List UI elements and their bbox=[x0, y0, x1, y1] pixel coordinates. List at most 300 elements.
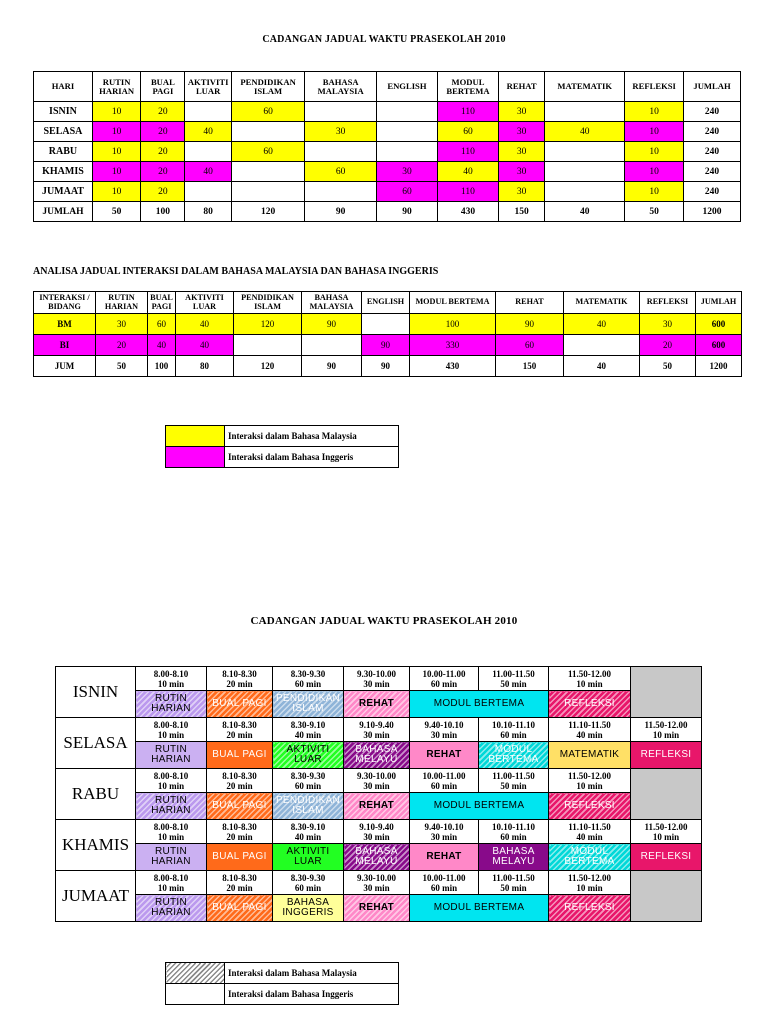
minutes-cell: 10 bbox=[625, 122, 684, 142]
sum-cell: 120 bbox=[234, 356, 302, 377]
time-cell bbox=[479, 871, 549, 895]
sum-cell: 1200 bbox=[684, 202, 741, 222]
legend-swatch bbox=[166, 963, 225, 984]
duration: 10 min bbox=[157, 780, 185, 791]
sum-cell: 50 bbox=[96, 356, 148, 377]
minutes-cell: 60 bbox=[496, 335, 564, 356]
duration: 30 min bbox=[363, 678, 390, 689]
time-cell bbox=[631, 718, 702, 742]
subject-cell: MATEMATIK bbox=[549, 742, 631, 769]
minutes-cell: 10 bbox=[92, 122, 140, 142]
duration: 40 min bbox=[294, 831, 322, 842]
minutes-cell: 10 bbox=[625, 182, 684, 202]
time-cell bbox=[344, 820, 410, 844]
time-cell bbox=[344, 667, 410, 691]
time-range: 8.30-9.10 bbox=[290, 821, 326, 832]
duration: 30 min bbox=[430, 729, 458, 740]
minutes-cell: 600 bbox=[696, 335, 742, 356]
minutes-cell: 10 bbox=[92, 102, 140, 122]
minutes-cell: 30 bbox=[498, 162, 544, 182]
time-cell bbox=[207, 769, 273, 793]
time-range: 8.00-8.10 bbox=[153, 821, 189, 832]
minutes-cell bbox=[545, 102, 625, 122]
minutes-cell: 60 bbox=[376, 182, 437, 202]
day-name: KHAMIS bbox=[56, 820, 136, 871]
subject-cell: MODUL BERTEMA bbox=[410, 793, 549, 820]
table-row bbox=[34, 182, 741, 202]
time-range: 11.10-11.50 bbox=[568, 719, 611, 730]
color-legend bbox=[165, 425, 399, 468]
subject-cell: MODUL BERTEMA bbox=[479, 742, 549, 769]
minutes-cell: 60 bbox=[148, 314, 176, 335]
duration: 60 min bbox=[294, 882, 322, 893]
column-header: BAHASA MALAYSIA bbox=[302, 292, 362, 314]
day-name: ISNIN bbox=[56, 667, 136, 718]
subject-row bbox=[56, 742, 702, 769]
duration: 60 min bbox=[430, 882, 458, 893]
sum-cell: 50 bbox=[92, 202, 140, 222]
time-cell bbox=[136, 871, 207, 895]
column-header: MODUL BERTEMA bbox=[410, 292, 496, 314]
row-total: 240 bbox=[684, 122, 741, 142]
time-range: 10.00-11.00 bbox=[422, 770, 466, 781]
sum-label: JUMLAH bbox=[34, 202, 93, 222]
sum-cell: 80 bbox=[185, 202, 231, 222]
time-range: 8.00-8.10 bbox=[153, 719, 189, 730]
header-row bbox=[34, 292, 742, 314]
legend-swatch bbox=[166, 447, 225, 468]
time-range: 11.50-12.00 bbox=[567, 872, 611, 883]
time-cell bbox=[207, 820, 273, 844]
time-cell bbox=[344, 718, 410, 742]
minutes-cell bbox=[376, 122, 437, 142]
minutes-cell bbox=[231, 182, 305, 202]
minutes-cell: 20 bbox=[141, 182, 185, 202]
time-range: 11.50-12.00 bbox=[644, 821, 688, 832]
minutes-cell bbox=[305, 182, 377, 202]
minutes-cell: 30 bbox=[498, 102, 544, 122]
sum-cell: 150 bbox=[496, 356, 564, 377]
subject-cell: REFLEKSI bbox=[549, 793, 631, 820]
time-range: 8.00-8.10 bbox=[153, 872, 189, 883]
duration: 30 min bbox=[363, 780, 390, 791]
time-range: 11.00-11.50 bbox=[492, 770, 535, 781]
duration: 10 min bbox=[576, 882, 603, 893]
day-label: SELASA bbox=[34, 122, 93, 142]
column-header: REFLEKSI bbox=[625, 72, 684, 102]
table-row bbox=[34, 335, 742, 356]
sum-cell: 80 bbox=[176, 356, 234, 377]
duration: 10 min bbox=[157, 882, 185, 893]
minutes-cell: 40 bbox=[185, 162, 231, 182]
table-row bbox=[34, 314, 742, 335]
minutes-cell: 10 bbox=[625, 162, 684, 182]
day-label: KHAMIS bbox=[34, 162, 93, 182]
subject-cell: RUTIN HARIAN bbox=[136, 742, 207, 769]
minutes-cell: 40 bbox=[185, 122, 231, 142]
duration: 20 min bbox=[226, 882, 253, 893]
duration: 10 min bbox=[157, 678, 185, 689]
time-cell bbox=[479, 718, 549, 742]
column-header: MODUL BERTEMA bbox=[437, 72, 498, 102]
sum-cell: 100 bbox=[141, 202, 185, 222]
minutes-cell bbox=[362, 314, 410, 335]
time-range: 11.50-12.00 bbox=[644, 719, 688, 730]
time-range: 10.10-11.10 bbox=[491, 719, 535, 730]
minutes-cell: 20 bbox=[141, 122, 185, 142]
sum-label: JUM bbox=[34, 356, 96, 377]
minutes-cell bbox=[234, 335, 302, 356]
duration: 10 min bbox=[157, 831, 185, 842]
time-cell bbox=[479, 667, 549, 691]
subject-cell: BUAL PAGI bbox=[207, 742, 273, 769]
minutes-cell: 40 bbox=[564, 314, 640, 335]
row-total: 240 bbox=[684, 162, 741, 182]
subject-row bbox=[56, 691, 702, 718]
column-header: BAHASA MALAYSIA bbox=[305, 72, 377, 102]
minutes-cell: 100 bbox=[410, 314, 496, 335]
time-range: 8.10-8.30 bbox=[222, 719, 257, 730]
minutes-cell: 30 bbox=[305, 122, 377, 142]
time-cell bbox=[136, 718, 207, 742]
duration: 60 min bbox=[430, 678, 458, 689]
minutes-cell bbox=[564, 335, 640, 356]
legend-row bbox=[166, 426, 399, 447]
minutes-cell: 20 bbox=[141, 142, 185, 162]
minutes-cell: 110 bbox=[437, 142, 498, 162]
minutes-cell: 20 bbox=[96, 335, 148, 356]
minutes-cell: 20 bbox=[640, 335, 696, 356]
time-cell bbox=[410, 718, 479, 742]
minutes-cell bbox=[231, 162, 305, 182]
time-range: 10.00-11.00 bbox=[422, 872, 466, 883]
duration: 20 min bbox=[226, 729, 253, 740]
minutes-cell: 10 bbox=[92, 182, 140, 202]
time-cell bbox=[479, 769, 549, 793]
time-row bbox=[56, 871, 702, 895]
page-title: CADANGAN JADUAL WAKTU PRASEKOLAH 2010 bbox=[262, 34, 506, 45]
column-header: RUTIN HARIAN bbox=[96, 292, 148, 314]
minutes-cell: 330 bbox=[410, 335, 496, 356]
minutes-cell: 30 bbox=[640, 314, 696, 335]
minutes-cell: 90 bbox=[302, 314, 362, 335]
duration: 50 min bbox=[500, 678, 527, 689]
minutes-cell: 40 bbox=[148, 335, 176, 356]
minutes-cell: 30 bbox=[498, 122, 544, 142]
subject-cell: MODUL BERTEMA bbox=[549, 844, 631, 871]
minutes-cell bbox=[545, 142, 625, 162]
time-cell bbox=[410, 871, 479, 895]
time-range: 8.10-8.30 bbox=[222, 668, 257, 679]
time-range: 11.00-11.50 bbox=[492, 872, 535, 883]
time-cell bbox=[136, 820, 207, 844]
sum-cell: 40 bbox=[564, 356, 640, 377]
minutes-cell: 600 bbox=[696, 314, 742, 335]
duration: 30 min bbox=[363, 831, 390, 842]
duration: 60 min bbox=[500, 729, 527, 740]
day-name: RABU bbox=[56, 769, 136, 820]
column-header: JUMLAH bbox=[684, 72, 741, 102]
subject-row bbox=[56, 844, 702, 871]
subject-cell: REHAT bbox=[344, 691, 410, 718]
time-row bbox=[56, 667, 702, 691]
minutes-cell bbox=[545, 182, 625, 202]
day-label: RABU bbox=[34, 142, 93, 162]
time-cell bbox=[273, 718, 344, 742]
minutes-cell: 60 bbox=[231, 142, 305, 162]
minutes-cell: 60 bbox=[231, 102, 305, 122]
minutes-cell bbox=[185, 102, 231, 122]
minutes-cell: 10 bbox=[625, 102, 684, 122]
header-row bbox=[34, 72, 741, 102]
column-header: ENGLISH bbox=[376, 72, 437, 102]
interaction-analysis-table bbox=[33, 291, 742, 377]
time-cell bbox=[207, 667, 273, 691]
duration: 10 min bbox=[576, 780, 603, 791]
minutes-cell: 40 bbox=[545, 122, 625, 142]
column-header: AKTIVITI LUAR bbox=[185, 72, 231, 102]
subject-cell: PENDIDIKAN ISLAM bbox=[273, 793, 344, 820]
duration: 40 min bbox=[576, 831, 603, 842]
duration: 20 min bbox=[226, 831, 253, 842]
column-header: PENDIDIKAN ISLAM bbox=[234, 292, 302, 314]
duration: 40 min bbox=[294, 729, 322, 740]
legend-row bbox=[166, 963, 399, 984]
subject-cell: BAHASA MELAYU bbox=[479, 844, 549, 871]
legend-label: Interaksi dalam Bahasa Inggeris bbox=[225, 984, 399, 1005]
time-cell bbox=[549, 769, 631, 793]
minutes-cell: 60 bbox=[305, 162, 377, 182]
duration: 30 min bbox=[363, 729, 390, 740]
minutes-cell: 110 bbox=[437, 182, 498, 202]
time-cell bbox=[410, 769, 479, 793]
minutes-cell: 30 bbox=[96, 314, 148, 335]
time-range: 8.30-9.10 bbox=[290, 719, 326, 730]
minutes-cell bbox=[376, 102, 437, 122]
time-cell bbox=[273, 769, 344, 793]
time-cell bbox=[273, 667, 344, 691]
sum-cell: 430 bbox=[437, 202, 498, 222]
sum-cell: 90 bbox=[376, 202, 437, 222]
analysis-title: ANALISA JADUAL INTERAKSI DALAM BAHASA MALAYSIA DAN BAHASA INGGERIS bbox=[33, 266, 439, 277]
subject-cell: AKTIVITI LUAR bbox=[273, 844, 344, 871]
duration: 30 min bbox=[363, 882, 390, 893]
time-range: 8.00-8.10 bbox=[153, 668, 189, 679]
legend-swatch bbox=[166, 426, 225, 447]
time-range: 9.40-10.10 bbox=[424, 821, 464, 832]
time-cell bbox=[136, 769, 207, 793]
time-cell bbox=[207, 871, 273, 895]
minutes-cell: 90 bbox=[496, 314, 564, 335]
sum-cell: 50 bbox=[640, 356, 696, 377]
subject-cell: REHAT bbox=[344, 793, 410, 820]
time-row bbox=[56, 718, 702, 742]
subject-row bbox=[56, 793, 702, 820]
minutes-cell: 30 bbox=[498, 182, 544, 202]
time-cell bbox=[479, 820, 549, 844]
sum-row bbox=[34, 202, 741, 222]
column-header: REHAT bbox=[496, 292, 564, 314]
minutes-cell: 20 bbox=[141, 102, 185, 122]
time-cell bbox=[410, 820, 479, 844]
sum-cell: 50 bbox=[625, 202, 684, 222]
sum-cell: 100 bbox=[148, 356, 176, 377]
time-range: 9.30-10.00 bbox=[357, 668, 396, 679]
minutes-cell: 40 bbox=[437, 162, 498, 182]
duration: 10 min bbox=[652, 729, 680, 740]
day-name: SELASA bbox=[56, 718, 136, 769]
subject-cell: REFLEKSI bbox=[549, 691, 631, 718]
time-range: 11.00-11.50 bbox=[492, 668, 535, 679]
sum-cell: 1200 bbox=[696, 356, 742, 377]
subject-cell: BUAL PAGI bbox=[207, 793, 273, 820]
table-row bbox=[34, 162, 741, 182]
minutes-cell: 40 bbox=[176, 335, 234, 356]
duration: 50 min bbox=[500, 780, 527, 791]
duration: 10 min bbox=[157, 729, 185, 740]
column-header: REHAT bbox=[498, 72, 544, 102]
time-range: 8.10-8.30 bbox=[222, 770, 257, 781]
column-header: JUMLAH bbox=[696, 292, 742, 314]
subject-cell: REHAT bbox=[410, 742, 479, 769]
time-cell bbox=[410, 667, 479, 691]
minutes-cell: 10 bbox=[625, 142, 684, 162]
minutes-cell: 60 bbox=[437, 122, 498, 142]
duration: 40 min bbox=[576, 729, 603, 740]
time-range: 9.30-10.00 bbox=[357, 872, 396, 883]
daily-schedule-table bbox=[55, 666, 702, 922]
time-range: 9.40-10.10 bbox=[424, 719, 464, 730]
subject-cell: RUTIN HARIAN bbox=[136, 844, 207, 871]
column-header: AKTIVITI LUAR bbox=[176, 292, 234, 314]
duration: 60 min bbox=[294, 678, 322, 689]
legend-row bbox=[166, 447, 399, 468]
duration: 60 min bbox=[294, 780, 322, 791]
row-total: 240 bbox=[684, 102, 741, 122]
interaction-label: BM bbox=[34, 314, 96, 335]
legend-label: Interaksi dalam Bahasa Malaysia bbox=[225, 963, 399, 984]
column-header: PENDIDIKAN ISLAM bbox=[231, 72, 305, 102]
duration: 60 min bbox=[500, 831, 527, 842]
subject-cell: MODUL BERTEMA bbox=[410, 691, 549, 718]
time-range: 8.30-9.30 bbox=[290, 770, 326, 781]
minutes-cell bbox=[305, 142, 377, 162]
subject-cell: RUTIN HARIAN bbox=[136, 895, 207, 922]
minutes-cell: 30 bbox=[376, 162, 437, 182]
time-range: 8.00-8.10 bbox=[153, 770, 189, 781]
subject-cell: REHAT bbox=[410, 844, 479, 871]
minutes-cell bbox=[545, 162, 625, 182]
minutes-cell: 30 bbox=[498, 142, 544, 162]
time-cell bbox=[631, 820, 702, 844]
legend-row bbox=[166, 984, 399, 1005]
column-header: INTERAKSI / BIDANG bbox=[34, 292, 96, 314]
time-cell bbox=[344, 769, 410, 793]
minutes-cell bbox=[185, 142, 231, 162]
duration: 20 min bbox=[226, 678, 253, 689]
time-cell bbox=[207, 718, 273, 742]
minutes-cell: 40 bbox=[176, 314, 234, 335]
duration: 30 min bbox=[430, 831, 458, 842]
minutes-cell: 120 bbox=[234, 314, 302, 335]
time-range: 9.30-10.00 bbox=[357, 770, 396, 781]
subject-cell: REFLEKSI bbox=[549, 895, 631, 922]
empty-slot bbox=[631, 667, 702, 718]
duration: 10 min bbox=[576, 678, 603, 689]
duration: 10 min bbox=[652, 831, 680, 842]
empty-slot bbox=[631, 769, 702, 820]
subject-cell: RUTIN HARIAN bbox=[136, 691, 207, 718]
time-cell bbox=[549, 667, 631, 691]
sum-cell: 90 bbox=[305, 202, 377, 222]
subject-row bbox=[56, 895, 702, 922]
time-range: 8.30-9.30 bbox=[290, 872, 326, 883]
time-range: 10.10-11.10 bbox=[491, 821, 535, 832]
minutes-cell: 10 bbox=[92, 142, 140, 162]
table-row bbox=[34, 122, 741, 142]
column-header: ENGLISH bbox=[362, 292, 410, 314]
column-header: HARI bbox=[34, 72, 93, 102]
column-header: BUAL PAGI bbox=[141, 72, 185, 102]
column-header: REFLEKSI bbox=[640, 292, 696, 314]
table-row bbox=[34, 142, 741, 162]
column-header: MATEMATIK bbox=[545, 72, 625, 102]
legend-label: Interaksi dalam Bahasa Malaysia bbox=[225, 426, 399, 447]
time-range: 8.10-8.30 bbox=[222, 821, 257, 832]
minutes-cell: 90 bbox=[362, 335, 410, 356]
day-label: JUMAAT bbox=[34, 182, 93, 202]
day-name: JUMAAT bbox=[56, 871, 136, 922]
pattern-legend bbox=[165, 962, 399, 1005]
subject-cell: BUAL PAGI bbox=[207, 844, 273, 871]
time-range: 9.10-9.40 bbox=[359, 719, 394, 730]
minutes-cell bbox=[305, 102, 377, 122]
row-total: 240 bbox=[684, 182, 741, 202]
time-range: 8.30-9.30 bbox=[290, 668, 326, 679]
subject-cell: BUAL PAGI bbox=[207, 895, 273, 922]
column-header: RUTIN HARIAN bbox=[92, 72, 140, 102]
subject-cell: PENDIDIKAN ISLAM bbox=[273, 691, 344, 718]
minutes-cell: 10 bbox=[92, 162, 140, 182]
time-cell bbox=[344, 871, 410, 895]
subject-cell: BAHASA MELAYU bbox=[344, 742, 410, 769]
empty-slot bbox=[631, 871, 702, 922]
sum-cell: 120 bbox=[231, 202, 305, 222]
sum-row bbox=[34, 356, 742, 377]
minutes-cell: 110 bbox=[437, 102, 498, 122]
time-cell bbox=[549, 820, 631, 844]
subject-cell: REHAT bbox=[344, 895, 410, 922]
subject-cell: REFLEKSI bbox=[631, 742, 702, 769]
day-label: ISNIN bbox=[34, 102, 93, 122]
duration: 60 min bbox=[430, 780, 458, 791]
row-total: 240 bbox=[684, 142, 741, 162]
time-range: 9.10-9.40 bbox=[359, 821, 394, 832]
column-header: MATEMATIK bbox=[564, 292, 640, 314]
duration: 20 min bbox=[226, 780, 253, 791]
subject-cell: BAHASA MELAYU bbox=[344, 844, 410, 871]
table-row bbox=[34, 102, 741, 122]
minutes-cell bbox=[185, 182, 231, 202]
time-cell bbox=[549, 718, 631, 742]
subject-cell: BUAL PAGI bbox=[207, 691, 273, 718]
time-range: 8.10-8.30 bbox=[222, 872, 257, 883]
sum-cell: 40 bbox=[545, 202, 625, 222]
legend-swatch bbox=[166, 984, 225, 1005]
time-cell bbox=[136, 667, 207, 691]
sum-cell: 150 bbox=[498, 202, 544, 222]
time-row bbox=[56, 820, 702, 844]
